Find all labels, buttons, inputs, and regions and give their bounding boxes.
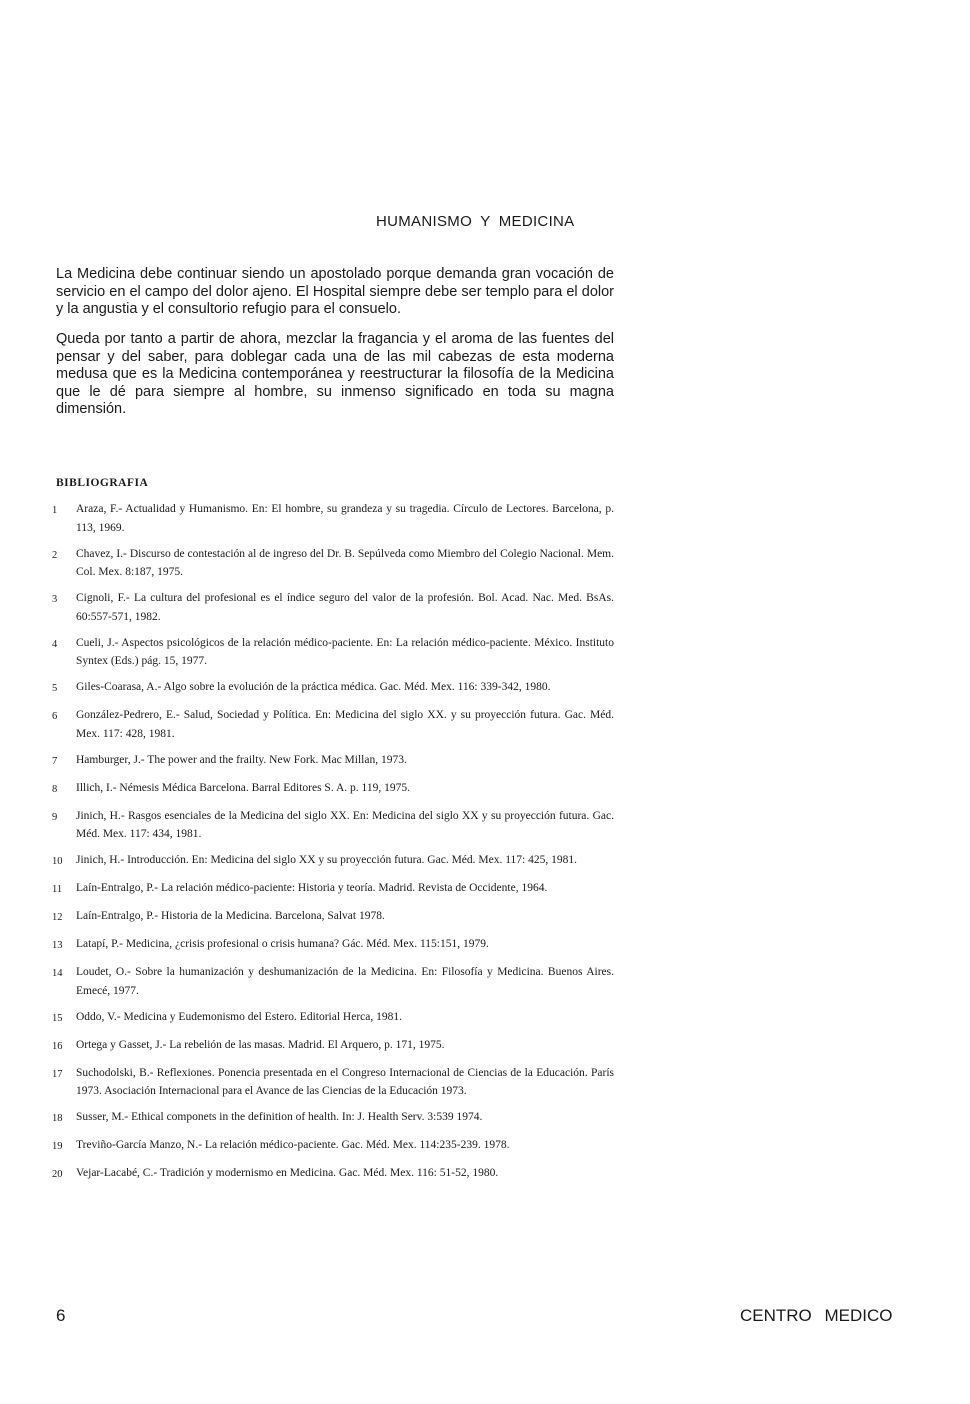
bibliography-entry: [52, 589, 614, 626]
entry-number: 10: [52, 856, 63, 867]
entry-number: 17: [52, 1068, 63, 1080]
entry-text: Cignoli, F.- La cultura del profesional es el índice seguro del valor de la profesión. Bol. Acad. Nac. Med. BsAs. 60:557-571, 1982.: [76, 592, 614, 623]
entry-number: 4: [52, 638, 58, 650]
entry-number: 13: [52, 940, 63, 951]
bibliography-heading: BIBLIOGRAFIA: [56, 477, 149, 489]
page-number: 6: [56, 1306, 66, 1325]
entry-text: Giles-Coarasa, A.- Algo sobre la evolución de la práctica médica. Gac. Méd. Mex. 116: 339-342, 1980.: [76, 681, 551, 693]
entry-text: Araza, F.- Actualidad y Humanismo. En: El hombre, su grandeza y su tragedia. Círculo de Lectores. Barcelona, p. 113, 1969.: [76, 503, 614, 534]
entry-number: 3: [52, 594, 58, 605]
entry-text: Cueli, J.- Aspectos psicológicos de la relación médico-paciente. En: La relación médico-paciente. México. Instituto Syntex (Eds.) pág. 15, 1977.: [76, 636, 614, 667]
entry-text: Chavez, I.- Discurso de contestación al de ingreso del Dr. B. Sepúlveda como Miembro del Colegio Nacional. Mem. Col. Mex. 8:187, 1975.: [76, 547, 614, 578]
bibliography-entry: [52, 634, 614, 671]
entry-text: Treviño-García Manzo, N.- La relación médico-paciente. Gac. Méd. Mex. 114:235-239. 1978.: [76, 1139, 510, 1151]
entry-text: Latapí, P.- Medicina, ¿crisis profesional o crisis humana? Gác. Méd. Mex. 115:151, 1979.: [76, 938, 489, 950]
bibliography-entry: [52, 1164, 614, 1185]
entry-text: Loudet, O.- Sobre la humanización y deshumanización de la Medicina. En: Filosofía y Medicina. Buenos Aires. Emecé, 1977.: [76, 966, 614, 997]
entry-number: 18: [52, 1113, 63, 1124]
bibliography-entry: [52, 751, 614, 772]
entry-text: Hamburger, J.- The power and the frailty. New Fork. Mac Millan, 1973.: [76, 753, 407, 766]
entry-text: Jinich, H.- Introducción. En: Medicina del siglo XX y su proyección futura. Gac. Méd. Mex. 117: 425, 1981.: [76, 854, 577, 866]
entry-number: 16: [52, 1040, 63, 1052]
bibliography-list: [52, 500, 614, 1192]
bibliography-entry: [52, 1036, 614, 1057]
page-title: HUMANISMO Y MEDICINA: [376, 213, 575, 230]
bibliography-entry: [52, 935, 614, 956]
bibliography-entry: [52, 1008, 614, 1029]
bibliography-entry: [52, 706, 614, 743]
bibliography-entry: [52, 963, 614, 1000]
bibliography-entry: [52, 779, 614, 800]
entry-number: 12: [52, 912, 63, 923]
bibliography-entry: [52, 1064, 614, 1101]
entry-number: 14: [52, 968, 63, 979]
entry-number: 7: [52, 755, 58, 767]
bibliography-entry: [52, 545, 614, 582]
journal-name: CENTRO MEDICO: [740, 1306, 893, 1325]
entry-number: 2: [52, 549, 58, 561]
bibliography-entry: [52, 879, 614, 900]
entry-text: Laín-Entralgo, P.- La relación médico-paciente: Historia y teoría. Madrid. Revista de Occidente, 1964.: [76, 882, 548, 894]
entry-text: Ortega y Gasset, J.- La rebelión de las masas. Madrid. El Arquero, p. 171, 1975.: [76, 1038, 445, 1051]
entry-text: Suchodolski, B.- Reflexiones. Ponencia presentada en el Congreso Internacional de Ciencias de la Educación. París 1973. Asociación Internacional para el Avance de las Ciencias de la Educación 1973.: [76, 1066, 614, 1097]
bibliography-entry: [52, 678, 614, 699]
entry-text: Vejar-Lacabé, C.- Tradición y modernismo en Medicina. Gac. Méd. Mex. 116: 51-52, 1980.: [76, 1167, 499, 1179]
entry-text: Laín-Entralgo, P.- Historia de la Medicina. Barcelona, Salvat 1978.: [76, 910, 385, 922]
bibliography-entry: [52, 500, 614, 537]
entry-number: 9: [52, 811, 58, 823]
entry-text: González-Pedrero, E.- Salud, Sociedad y Política. En: Medicina del siglo XX. y su proyección futura. Gac. Méd. Mex. 117: 428, 1981.: [76, 709, 614, 740]
bibliography-entry: [52, 907, 614, 928]
body-paragraph: Queda por tanto a partir de ahora, mezclar la fragancia y el aroma de las fuentes del pensar y del saber, para doblegar cada una de las mil cabezas de esta moderna medusa que es la Medicina contemporánea y reestructurar la filosofía de la Medicina que le dé para siempre al hombre, su inmenso significado en toda su magna dimensión.: [56, 331, 614, 417]
entry-text: Susser, M.- Ethical componets in the definition of health. In: J. Health Serv. 3:539 1974.: [76, 1111, 483, 1123]
entry-number: 11: [52, 884, 63, 895]
entry-number: 8: [52, 783, 58, 795]
entry-number: 15: [52, 1012, 63, 1024]
bibliography-entry: [52, 1108, 614, 1129]
entry-number: 1: [52, 505, 58, 516]
bibliography-entry: [52, 851, 614, 872]
entry-number: 5: [52, 683, 58, 694]
entry-text: Jinich, H.- Rasgos esenciales de la Medicina del siglo XX. En: Medicina del siglo XX y su proyección futura. Gac. Méd. Mex. 117: 434, 1981.: [76, 809, 614, 840]
bibliography-entry: [52, 807, 614, 844]
entry-number: 6: [52, 711, 58, 722]
body-paragraph: La Medicina debe continuar siendo un apostolado porque demanda gran vocación de servicio en el campo del dolor ajeno. El Hospital siempre debe ser templo para el dolor y la angustia y el consultorio refugio para el consuelo.: [56, 266, 614, 317]
entry-text: Oddo, V.- Medicina y Eudemonismo del Estero. Editorial Herca, 1981.: [76, 1010, 402, 1023]
entry-number: 19: [52, 1141, 63, 1152]
entry-text: Illich, I.- Némesis Médica Barcelona. Barral Editores S. A. p. 119, 1975.: [76, 781, 410, 794]
entry-number: 20: [52, 1169, 63, 1180]
bibliography-entry: [52, 1136, 614, 1157]
